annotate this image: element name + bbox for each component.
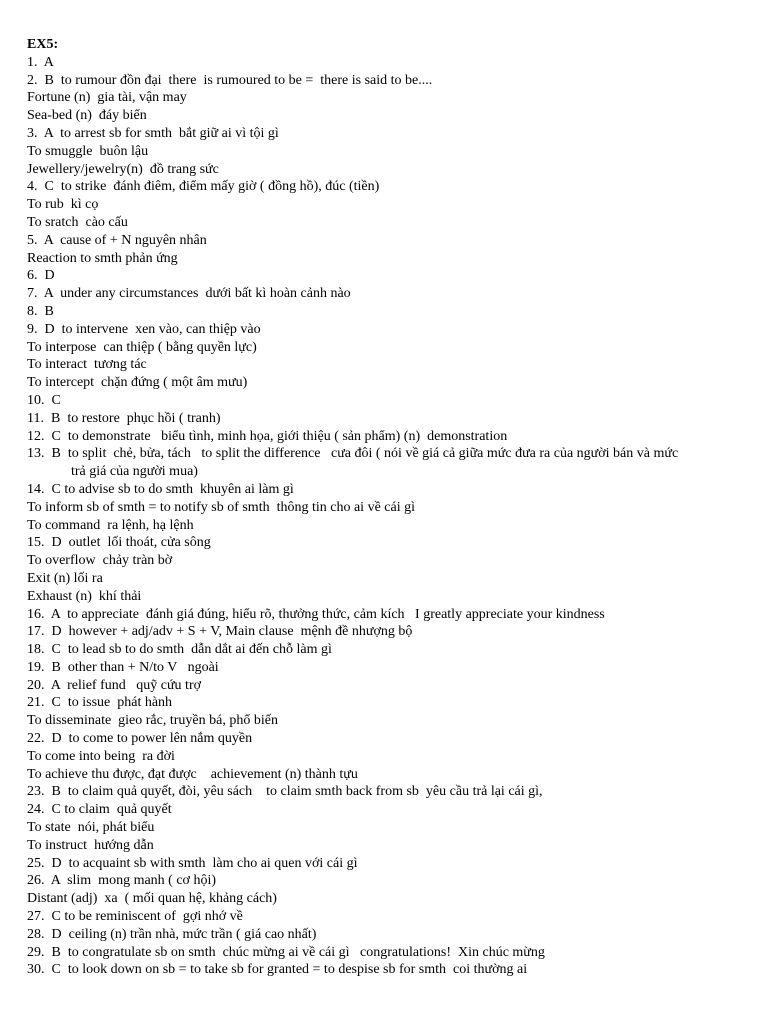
text-line: Sea-bed (n) đáy biển [27,108,147,124]
text-line: 29. B to congratulate sb on smth chúc mừng ai về cái gì congratulations! Xin chúc mừng [27,944,545,960]
text-line: 14. C to advise sb to do smth khuyên ai làm gì [27,481,294,497]
text-line: To disseminate gieo rắc, truyền bá, phổ biến [27,713,278,729]
text-line: 8. B [27,303,54,319]
text-line-continuation: trả giá của người mua) [71,464,198,480]
text-line: To overflow chảy tràn bờ [27,553,173,569]
exercise-title: EX5: [27,37,59,52]
text-line: 9. D to intervene xen vào, can thiệp vào [27,321,261,337]
text-line: 24. C to claim quả quyết [27,802,172,818]
text-line: 7. A under any circumstances dưới bất kì hoàn cảnh nào [27,286,351,302]
text-line: 26. A slim mong manh ( cơ hội) [27,873,217,889]
text-line: 10. C [27,392,61,408]
text-line: Fortune (n) gia tài, vận may [27,90,187,106]
text-line: 17. D however + adj/adv + S + V, Main clause mệnh đề nhượng bộ [27,624,413,640]
text-line: 11. B to restore phục hồi ( tranh) [27,410,221,426]
text-line: 18. C to lead sb to do smth dẫn dắt ai đến chỗ làm gì [27,642,332,658]
text-line: Exit (n) lối ra [27,570,103,586]
text-line: To rub kì cọ [27,197,99,213]
text-line: To smuggle buôn lậu [27,143,149,159]
text-line: To interact tương tác [27,357,147,373]
text-line: Reaction to smth phản ứng [27,250,178,266]
text-line: To sratch cào cấu [27,214,128,230]
text-line: To state nói, phát biểu [27,820,155,836]
text-line: 27. C to be reminiscent of gợi nhớ về [27,909,243,925]
text-line: Distant (adj) xa ( mối quan hệ, khảng cách) [27,891,277,907]
text-line: To command ra lệnh, hạ lệnh [27,517,194,533]
text-line: 5. A cause of + N nguyên nhân [27,232,207,248]
text-line: 25. D to acquaint sb with smth làm cho ai quen với cái gì [27,855,358,871]
text-line: To instruct hướng dẫn [27,837,154,853]
text-line: 12. C to demonstrate biểu tình, minh họa, giới thiệu ( sản phẩm) (n) demonstration [27,428,508,444]
text-line: 22. D to come to power lên nắm quyền [27,731,253,747]
text-line: 30. C to look down on sb = to take sb for granted = to despise sb for smth coi thường ai [27,962,528,978]
text-line: 3. A to arrest sb for smth bắt giữ ai vì tội gì [27,125,279,141]
text-line: To intercept chặn đứng ( một âm mưu) [27,375,248,391]
text-line: 21. C to issue phát hành [27,695,173,711]
text-line: To achieve thu được, đạt được achievement (n) thành tựu [27,766,358,782]
text-line: 1. A [27,54,54,70]
text-line: Exhaust (n) khí thải [27,588,142,604]
text-line: 4. C to strike đánh điêm, điểm mấy giờ ( đồng hồ), đúc (tiền) [27,179,380,195]
text-line: 23. B to claim quả quyết, đòi, yêu sách to claim smth back from sb yêu cầu trả lại cái gì, [27,784,543,800]
text-line: 2. B to rumour đồn đại there is rumoured to be = there is said to be.... [27,72,433,88]
text-line: 15. D outlet lối thoát, cửa sông [27,535,211,551]
text-line: 20. A relief fund quỹ cứu trợ [27,677,202,693]
text-line: 19. B other than + N/to V ngoài [27,659,219,675]
text-line: 16. A to appreciate đánh giá đúng, hiểu rõ, thưởng thức, cảm kích I greatly appreciate your kindness [27,606,605,622]
text-line: To inform sb of smth = to notify sb of smth thông tin cho ai về cái gì [27,499,415,515]
text-line: To come into being ra đời [27,748,175,764]
text-line: 6. D [27,268,55,284]
text-line: To interpose can thiệp ( bằng quyền lực) [27,339,257,355]
text-line: 28. D ceiling (n) trần nhà, mức trần ( giá cao nhất) [27,926,317,942]
text-line: 13. B to split chẻ, bửa, tách to split the difference cưa đôi ( nói về giá cả giữa mức đưa ra của người bán và mức [27,446,679,462]
text-line: Jewellery/jewelry(n) đồ trang sức [27,161,219,177]
